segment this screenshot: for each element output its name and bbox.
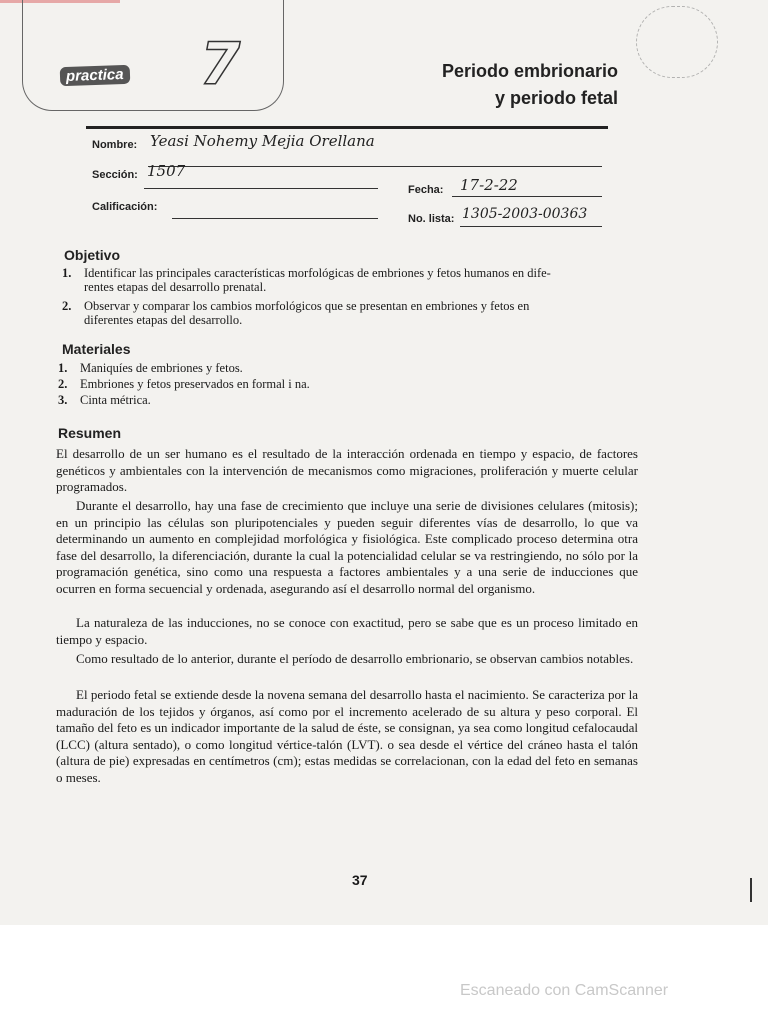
- page-number: 37: [352, 872, 368, 888]
- objetivo-item-line: diferentes etapas del desarrollo.: [84, 313, 243, 327]
- practice-number: 7: [200, 30, 241, 98]
- section-label: Sección:: [92, 169, 138, 181]
- materiales-item-text: Maniquíes de embriones y fetos.: [80, 361, 243, 375]
- page-title: [442, 58, 618, 112]
- objetivo-item-line: Identificar las principales características morfológicas de embriones y fetos humanos en dife-: [84, 266, 551, 280]
- edge-mark: [750, 878, 752, 902]
- materiales-item-text: Embriones y fetos preservados en formal i na.: [80, 377, 310, 391]
- grade-label: Calificación:: [92, 201, 158, 213]
- resumen-paragraph: El desarrollo de un ser humano es el resultado de la interacción ordenada en tiempo y espacio, de factores genéticos y ambientales con la intervención de mecanismos como migraciones, proliferación y muerte celular programados.: [56, 446, 638, 495]
- header-divider: [86, 126, 608, 129]
- grade-underline: [172, 218, 378, 219]
- practice-label: practica: [60, 65, 130, 86]
- materiales-heading: Materiales: [62, 341, 131, 357]
- title-line-2: y periodo fetal: [494, 88, 618, 108]
- resumen-paragraph: La naturaleza de las inducciones, no se conoce con exactitud, pero se sabe que es un proceso limitado en tiempo y espacio.: [56, 615, 638, 647]
- camscanner-watermark: Escaneado con CamScanner: [460, 982, 669, 999]
- name-underline: [148, 166, 602, 167]
- section-underline: [144, 188, 378, 189]
- date-value[interactable]: 17-2-22: [460, 176, 518, 194]
- list-number-label: No. lista:: [408, 213, 455, 225]
- objetivo-heading: Objetivo: [64, 247, 121, 263]
- name-label: Nombre:: [92, 139, 138, 151]
- section-value[interactable]: 1507: [147, 162, 186, 180]
- date-underline: [452, 196, 602, 197]
- materiales-item-number: 2.: [58, 377, 68, 391]
- materiales-item-text: Cinta métrica.: [80, 393, 151, 407]
- objetivo-item-number: 2.: [62, 299, 72, 313]
- resumen-paragraph: El periodo fetal se extiende desde la novena semana del desarrollo hasta el nacimiento. Se caracteriza por la maduración de los tejidos y órganos, así como por el incremento acelerado de su altura y peso corporal. El tamaño del feto es un indicador importante de la salud de éste, se consignan, ya sea como longitud cefalocaudal (LCC) (altura sentado), o como longitud vértice-talón (LVT). o sea desde el vértice del cráneo hasta el talón (altura de pie) expresadas en centímetros (cm); estas medidas se correlacionan, con la edad del feto en semanas o meses.: [56, 687, 638, 785]
- header-puzzle-decoration: [636, 6, 718, 78]
- objetivo-item-line: rentes etapas del desarrollo prenatal.: [84, 280, 267, 294]
- header-puzzle-frame: [22, 0, 284, 111]
- materiales-item-number: 1.: [58, 361, 68, 375]
- resumen-paragraph: Durante el desarrollo, hay una fase de crecimiento que incluye una serie de divisiones celulares (mitosis); en un principio las células son pluripotenciales y pueden seguir diferentes vías de desarrollo, lo que va determinando un aumento en complejidad morfológica y fisiológica. Este complicado proceso determina otra fase del desarrollo, la diferenciación, durante la cual la potencialidad celular se va restringiendo, no sólo por la programación genética, sino como una respuesta a factores ambientales y a una serie de inducciones que ocurren en forma secuencial y ordenada, asegurando así el desarrollo normal del organismo.: [56, 498, 638, 596]
- name-value[interactable]: Yeasi Nohemy Mejia Orellana: [150, 132, 375, 150]
- list-number-value[interactable]: 1305-2003-00363: [462, 206, 588, 222]
- resumen-paragraph: Como resultado de lo anterior, durante el período de desarrollo embrionario, se observan cambios notables.: [76, 651, 634, 666]
- title-line-1: Periodo embrionario: [441, 61, 618, 81]
- objetivo-item-text: [84, 266, 551, 294]
- list-number-underline: [460, 226, 602, 227]
- date-label: Fecha:: [408, 184, 444, 196]
- objetivo-item-line: Observar y comparar los cambios morfológicos que se presentan en embriones y fetos en: [84, 299, 530, 313]
- resumen-heading: Resumen: [58, 425, 122, 441]
- objetivo-item-text: [84, 299, 529, 327]
- objetivo-item-number: 1.: [62, 266, 72, 280]
- materiales-item-number: 3.: [58, 393, 68, 407]
